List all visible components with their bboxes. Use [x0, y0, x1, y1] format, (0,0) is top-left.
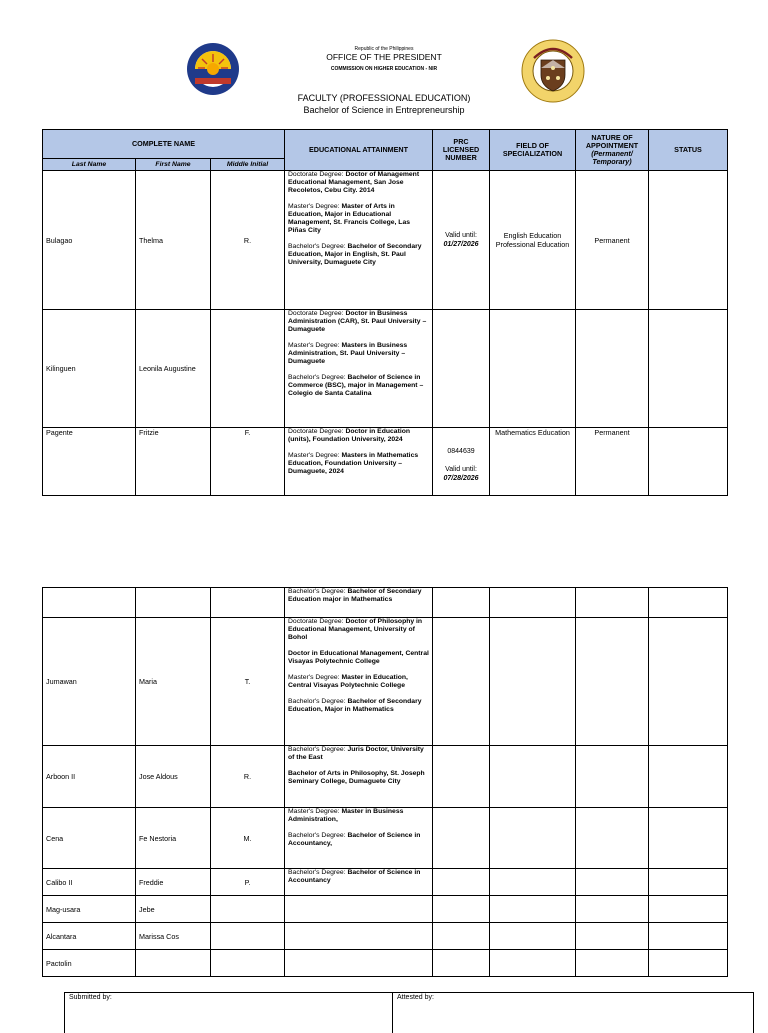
- prc-cell: [433, 588, 490, 618]
- header-republic: Republic of the Philippines: [354, 46, 414, 52]
- first-name-cell: Jebe: [136, 896, 211, 923]
- status-cell: [649, 618, 728, 746]
- field-of-specialization-header: FIELD OF SPECIALIZATION: [490, 130, 576, 171]
- first-name-cell: Thelma: [136, 171, 211, 310]
- attested-by-label: Attested by:: [397, 994, 434, 1001]
- nature-cell: [576, 310, 649, 428]
- field-cell: [490, 310, 576, 428]
- nature-cell: [576, 950, 649, 977]
- last-name-cell: Pagente: [43, 428, 136, 496]
- educational-attainment-cell: [285, 896, 433, 923]
- middle-initial-cell: T.: [211, 618, 285, 746]
- educational-attainment-cell: Bachelor's Degree: Juris Doctor, University of the East Bachelor of Arts in Philosophy, St. Joseph Seminary College, Dumaguete City: [285, 746, 433, 808]
- table-row: [43, 171, 728, 310]
- last-name-cell: Cena: [43, 808, 136, 869]
- last-name-cell: Pactolin: [43, 950, 136, 977]
- prc-cell: 0844639 Valid until: 07/28/2026: [433, 428, 490, 496]
- table-row: [43, 310, 728, 428]
- table-row: [43, 923, 728, 950]
- middle-initial-cell: [211, 923, 285, 950]
- educational-attainment-cell: Doctorate Degree: Doctor of Management Educational Management, San Jose Recoletos, Cebu City. 2014 Master's Degree: Master of Arts in Education, Major in Educational Management, St. Francis College, Las Piñas City Bachelor's Degree: Bachelor of Secondary Education, Major in English, St. Paul University, Dumaguete City: [285, 171, 433, 310]
- prc-cell: [433, 923, 490, 950]
- field-cell: [490, 896, 576, 923]
- faculty-table-page1: [42, 129, 728, 496]
- first-name-cell: Marissa Cos: [136, 923, 211, 950]
- middle-initial-cell: R.: [211, 746, 285, 808]
- middle-initial-cell: [211, 950, 285, 977]
- educational-attainment-cell: Doctorate Degree: Doctor of Philosophy in Educational Management, University of Bohol Doctor in Educational Management, Central Visayas Polytechnic College Master's Degree: Master in Education, Central Visayas Polytechnic College Bachelor's Degree: Bachelor of Secondary Education, Major in Mathematics: [285, 618, 433, 746]
- complete-name-header: COMPLETE NAME: [43, 130, 285, 159]
- nature-cell: [576, 618, 649, 746]
- last-name-cell: Jumawan: [43, 618, 136, 746]
- middle-initial-cell: F.: [211, 428, 285, 496]
- educational-attainment-cell: [285, 950, 433, 977]
- status-cell: [649, 746, 728, 808]
- table-row: [43, 869, 728, 896]
- educational-attainment-cell: Doctorate Degree: Doctor in Business Administration (CAR), St. Paul University – Dumaguete Master's Degree: Masters in Business Administration, St. Paul University – Dumaguete Bachelor's Degree: Bachelor of Science in Commerce (BSC), major in Management – Colegio de Santa Catalina: [285, 310, 433, 428]
- prc-cell: [433, 618, 490, 746]
- table-row: [43, 896, 728, 923]
- educational-attainment-cell: Bachelor's Degree: Bachelor of Secondary Education major in Mathematics: [285, 588, 433, 618]
- nature-cell: [576, 923, 649, 950]
- prc-cell: [433, 869, 490, 896]
- educational-attainment-cell: Master's Degree: Master in Business Administration, Bachelor's Degree: Bachelor of Science in Accountancy,: [285, 808, 433, 869]
- status-header: STATUS: [649, 130, 728, 171]
- submitted-by-label: Submitted by:: [65, 993, 393, 1033]
- header-commission: COMMISSION ON HIGHER EDUCATION - NIR: [330, 66, 438, 72]
- field-cell: [490, 618, 576, 746]
- field-cell: [490, 869, 576, 896]
- header-office: OFFICE OF THE PRESIDENT: [326, 52, 442, 62]
- table-row: [43, 588, 728, 618]
- field-cell: [490, 746, 576, 808]
- nature-cell: Permanent: [576, 428, 649, 496]
- status-cell: [649, 171, 728, 310]
- middle-initial-cell: [211, 896, 285, 923]
- middle-initial-cell: [211, 310, 285, 428]
- educational-attainment-cell: Doctorate Degree: Doctor in Education (units), Foundation University, 2024 Master's Degree: Masters in Mathematics Education, Foundation University – Dumaguete, 2024: [285, 428, 433, 496]
- last-name-cell: Arboon II: [43, 746, 136, 808]
- middle-initial-header: Middle Initial: [211, 159, 285, 171]
- header-program-title: Bachelor of Science in Entrepreneurship: [303, 105, 465, 115]
- middle-initial-cell: R.: [211, 171, 285, 310]
- last-name-header: Last Name: [43, 159, 136, 171]
- status-cell: [649, 428, 728, 496]
- educational-attainment-cell: [285, 923, 433, 950]
- field-cell: English Education Professional Education: [490, 171, 576, 310]
- first-name-cell: Fritzie: [136, 428, 211, 496]
- nature-of-appointment-header: [576, 130, 649, 171]
- last-name-cell: Kilinguen: [43, 310, 136, 428]
- field-cell: [490, 923, 576, 950]
- educational-attainment-cell: Bachelor's Degree: Bachelor of Science in Accountancy: [285, 869, 433, 896]
- first-name-cell: [136, 588, 211, 618]
- prc-cell: [433, 310, 490, 428]
- field-cell: [490, 808, 576, 869]
- prc-cell: [433, 950, 490, 977]
- prc-cell: [433, 896, 490, 923]
- nature-cell: [576, 896, 649, 923]
- middle-initial-cell: P.: [211, 869, 285, 896]
- nature-cell: [576, 746, 649, 808]
- first-name-cell: Maria: [136, 618, 211, 746]
- first-name-cell: Jose Aldous: [136, 746, 211, 808]
- first-name-cell: [136, 950, 211, 977]
- nature-header-sub: (Permanent/ Temporary): [591, 149, 633, 166]
- prc-cell: [433, 808, 490, 869]
- status-cell: [649, 896, 728, 923]
- status-cell: [649, 310, 728, 428]
- table-row: [43, 428, 728, 496]
- nature-cell: Permanent: [576, 171, 649, 310]
- prc-cell: Valid until: 01/27/2026: [433, 171, 490, 310]
- header-faculty-title: FACULTY (PROFESSIONAL EDUCATION): [297, 93, 471, 103]
- middle-initial-cell: [211, 588, 285, 618]
- first-name-header: First Name: [136, 159, 211, 171]
- first-name-cell: Leonila Augustine: [136, 310, 211, 428]
- field-cell: [490, 588, 576, 618]
- table-row: [43, 808, 728, 869]
- table-row: [43, 618, 728, 746]
- last-name-cell: Mag-usara: [43, 896, 136, 923]
- educational-attainment-header: EDUCATIONAL ATTAINMENT: [285, 130, 433, 171]
- first-name-cell: Fe Nestoria: [136, 808, 211, 869]
- status-cell: [649, 808, 728, 869]
- signature-block: [64, 992, 754, 1033]
- last-name-cell: Calibo II: [43, 869, 136, 896]
- status-cell: [649, 869, 728, 896]
- status-cell: [649, 588, 728, 618]
- prc-cell: [433, 746, 490, 808]
- nature-cell: [576, 588, 649, 618]
- nature-header-label: NATURE OF APPOINTMENT: [585, 133, 639, 150]
- prc-header: PRC LICENSED NUMBER: [433, 130, 490, 171]
- table-row: [43, 746, 728, 808]
- field-cell: [490, 950, 576, 977]
- field-cell: Mathematics Education: [490, 428, 576, 496]
- nature-cell: [576, 808, 649, 869]
- last-name-cell: [43, 588, 136, 618]
- nature-cell: [576, 869, 649, 896]
- first-name-cell: Freddie: [136, 869, 211, 896]
- table-row: [43, 950, 728, 977]
- status-cell: [649, 923, 728, 950]
- faculty-table-page2: [42, 587, 728, 977]
- last-name-cell: Alcantara: [43, 923, 136, 950]
- last-name-cell: Bulagao: [43, 171, 136, 310]
- status-cell: [649, 950, 728, 977]
- middle-initial-cell: M.: [211, 808, 285, 869]
